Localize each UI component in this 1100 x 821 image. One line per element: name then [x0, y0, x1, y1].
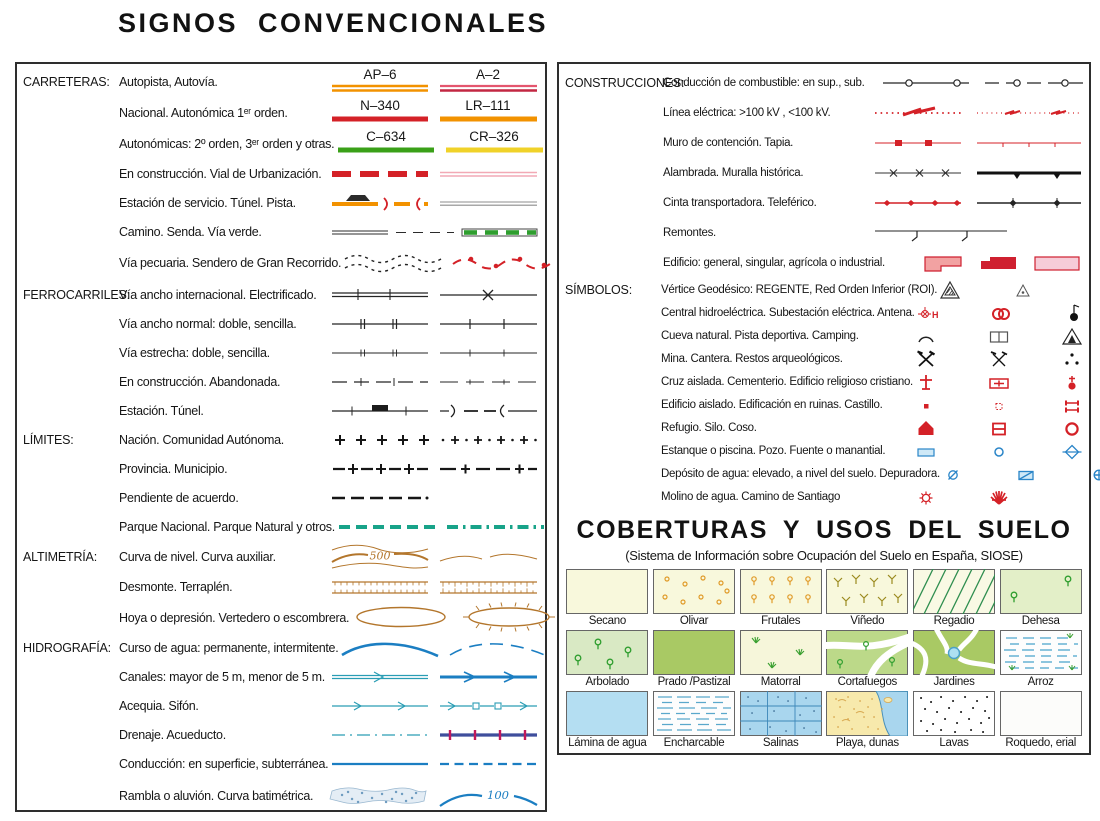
- landcover-cell: [565, 569, 650, 627]
- swatch-matorral: [740, 630, 822, 675]
- boundary-province-icon: [328, 454, 541, 483]
- swatch-arbolado: [566, 630, 648, 675]
- road-construction-icon: [328, 159, 541, 188]
- legend-row: [17, 778, 545, 814]
- legend-row: [559, 439, 1089, 462]
- row-description: Estación. Túnel.: [119, 403, 204, 418]
- conveyor-cablecar-icon: [857, 188, 1085, 218]
- row-description: Autonómicas: 2º orden, 3ᵉʳ orden y otras.: [119, 136, 335, 151]
- landcover-cell: [652, 691, 737, 749]
- cutting-embankment-icon: [328, 572, 541, 602]
- mill-santiago-symbols: [913, 486, 1085, 508]
- row-description: Drenaje. Acueducto.: [119, 727, 226, 742]
- ruins-icon: [988, 394, 1010, 416]
- drainage-aqueduct-symbol: [328, 720, 541, 749]
- legend-row: [17, 280, 545, 309]
- svg-text:100: 100: [487, 788, 509, 802]
- conveyor-cablecar-symbol: [857, 188, 1085, 218]
- row-description: Conducción de combustible: en sup., sub.: [663, 77, 865, 89]
- legend-row: [17, 66, 545, 97]
- legend-row: [17, 97, 545, 128]
- row-description: Cueva natural. Pista deportiva. Camping.: [661, 329, 859, 342]
- swatch-playa-dunas: [826, 691, 908, 736]
- svg-text:500: 500: [369, 549, 391, 563]
- legend-row: [559, 158, 1089, 188]
- section-label-limites: LÍMITES:: [23, 432, 74, 447]
- treatment-plant-icon: [1088, 463, 1100, 485]
- row-description: Acequia. Sifón.: [119, 698, 199, 713]
- legend-row: [17, 512, 545, 541]
- water-mill-icon: [915, 486, 937, 508]
- section-label-altimetria: ALTIMETRÍA:: [23, 549, 97, 564]
- row-description: Estanque o piscina. Pozo. Fuente o manantial.: [661, 444, 886, 457]
- cutting-embankment-symbol: [328, 572, 541, 602]
- irrigation-ditch-symbol: [328, 691, 541, 720]
- row-description: Nación. Comunidad Autónoma.: [119, 432, 284, 447]
- landcover-cell: [825, 691, 910, 749]
- swatch-prado: [653, 630, 735, 675]
- landcover-cell: [998, 630, 1083, 688]
- boundary-pending-symbol: [328, 483, 541, 512]
- row-description: Refugio. Silo. Coso.: [661, 421, 757, 434]
- rail-construction-abandoned-icon: [328, 367, 541, 396]
- svg-text:H: H: [931, 309, 939, 320]
- swatch-olivar: [653, 569, 735, 614]
- swatch-secano: [566, 569, 648, 614]
- livestock-trail-gr-symbol: [341, 246, 554, 280]
- pond-pool-icon: [915, 440, 937, 462]
- swatch-lavas: [913, 691, 995, 736]
- landcover-label: Secano: [588, 615, 626, 627]
- landcover-title: COBERTURAS Y USOS DEL SUELO: [576, 516, 1072, 544]
- legend-row: [559, 278, 1089, 301]
- landcover-cell: [912, 630, 997, 688]
- geodesic-roi-icon: [1012, 279, 1034, 301]
- wash-bathymetric-icon: [328, 778, 541, 814]
- rail-narrow-symbol: [328, 338, 541, 367]
- row-description: Desmonte. Terraplén.: [119, 580, 233, 594]
- religious-symbols: [913, 371, 1085, 393]
- row-description: Pendiente de acuerdo.: [119, 490, 239, 505]
- spring-icon: [1061, 440, 1083, 462]
- wash-bathymetric-symbol: [328, 778, 541, 814]
- livestock-trail-gr-icon: [341, 246, 554, 280]
- mine-icon: [915, 348, 937, 370]
- rail-normal-icon: [328, 309, 541, 338]
- landcover-label: Cortafuegos: [837, 676, 897, 688]
- legend-row: [17, 367, 545, 396]
- depression-dump-icon: [349, 602, 562, 633]
- pipeline-symbol: [328, 749, 541, 778]
- row-description: Depósito de agua: elevado, a nivel del suelo. Depuradora.: [661, 467, 940, 480]
- legend-row: [17, 217, 545, 246]
- road-construction-symbol: [328, 159, 541, 188]
- legend-row: [559, 347, 1089, 370]
- christian-building-icon: [1061, 371, 1083, 393]
- pipeline-icon: [328, 749, 541, 778]
- row-description: Curva de nivel. Curva auxiliar.: [119, 549, 276, 564]
- water-tank-symbols: [940, 463, 1100, 485]
- landcover-cell: [738, 630, 823, 688]
- legend-row: [17, 454, 545, 483]
- legend-row: [17, 720, 545, 749]
- row-description: Alambrada. Muralla histórica.: [663, 167, 804, 179]
- row-description: Rambla o aluvión. Curva batimétrica.: [119, 789, 314, 803]
- svg-text:LR–111: LR–111: [465, 98, 511, 113]
- page-title: SIGNOS CONVENCIONALES: [118, 8, 549, 38]
- building-types-symbol: [885, 248, 1100, 278]
- row-description: Línea eléctrica: >100 kV , <100 kV.: [663, 107, 831, 119]
- fuel-pipeline-symbol: [865, 68, 1093, 98]
- swatch-regadio: [913, 569, 995, 614]
- geodesic-regente-icon: [939, 279, 961, 301]
- regional-road-icon: [334, 128, 547, 159]
- rail-narrow-icon: [328, 338, 541, 367]
- row-description: Parque Nacional. Parque Natural y otros.: [119, 519, 335, 534]
- landcover-cell: [738, 569, 823, 627]
- legend-row: [559, 188, 1089, 218]
- svg-text:C–634: C–634: [366, 129, 407, 144]
- drainage-aqueduct-icon: [328, 720, 541, 749]
- landcover-label: Jardines: [933, 676, 975, 688]
- right-legend-panel: [557, 62, 1091, 755]
- row-description: Cruz aislada. Cementerio. Edificio religioso cristiano.: [661, 375, 913, 388]
- legend-row: [17, 159, 545, 188]
- rail-international-symbol: [328, 280, 541, 309]
- row-description: Cinta transportadora. Teleférico.: [663, 197, 817, 209]
- electric-symbols: [915, 302, 1087, 324]
- row-description: Canales: mayor de 5 m, menor de 5 m.: [119, 669, 325, 684]
- row-description: En construcción. Vial de Urbanización.: [119, 166, 322, 181]
- svg-text:A–2: A–2: [475, 67, 501, 82]
- landcover-cell: [912, 691, 997, 749]
- legend-row: [17, 483, 545, 512]
- legend-row: [17, 572, 545, 602]
- svg-text:CR–326: CR–326: [469, 129, 520, 144]
- castle-icon: [1061, 394, 1083, 416]
- track-path-greenway-icon: [328, 217, 541, 246]
- row-description: Edificio: general, singular, agrícola o industrial.: [663, 257, 885, 269]
- landcover-grid: [559, 563, 1089, 749]
- swatch-dehesa: [1000, 569, 1082, 614]
- motorway-symbol: [328, 66, 541, 97]
- landcover-label: Olivar: [679, 615, 709, 627]
- legend-row: [559, 324, 1089, 347]
- landcover-cell: [998, 691, 1083, 749]
- watercourse-icon: [338, 633, 551, 662]
- landcover-cell: [738, 691, 823, 749]
- refuge-silo-symbols: [913, 417, 1085, 439]
- rail-station-tunnel-icon: [328, 396, 541, 425]
- santiago-shell-icon: [988, 486, 1010, 508]
- retaining-wall-symbol: [857, 128, 1085, 158]
- isolated-cross-icon: [915, 371, 937, 393]
- mining-symbols: [913, 348, 1085, 370]
- swatch-jardines: [913, 630, 995, 675]
- rail-station-tunnel-symbol: [328, 396, 541, 425]
- landcover-label: Prado /Pastizal: [657, 676, 731, 688]
- contour-symbol: [328, 541, 541, 572]
- svg-text:N–340: N–340: [360, 98, 400, 113]
- empty-slot: [1085, 279, 1100, 301]
- swatch-arroz: [1000, 630, 1082, 675]
- swatch-encharcable: [653, 691, 735, 736]
- geodesic-symbols: [937, 279, 1100, 301]
- legend-row: [559, 393, 1089, 416]
- legend-row: [17, 749, 545, 778]
- canal-icon: [328, 662, 541, 691]
- hydro-plant-icon: [917, 302, 939, 324]
- row-description: Central hidroeléctrica. Subestación eléctrica. Antena.: [661, 306, 915, 319]
- swatch-lamina-agua: [566, 691, 648, 736]
- park-boundary-symbol: [335, 512, 548, 541]
- legend-row: [17, 188, 545, 217]
- landcover-label: Matorral: [760, 676, 801, 688]
- power-line-icon: [857, 98, 1085, 128]
- elevated-tank-icon: [942, 463, 964, 485]
- row-description: Estación de servicio. Túnel. Pista.: [119, 195, 296, 210]
- canal-symbol: [328, 662, 541, 691]
- swatch-frutales: [740, 569, 822, 614]
- landcover-label: Lavas: [939, 737, 969, 749]
- landcover-label: Lámina de agua: [568, 737, 647, 749]
- landcover-cell: [825, 630, 910, 688]
- legend-row: [559, 248, 1089, 278]
- cemetery-icon: [988, 371, 1010, 393]
- refuge-icon: [915, 417, 937, 439]
- row-description: En construcción. Abandonada.: [119, 374, 281, 389]
- motorway-icon: [328, 66, 541, 97]
- park-boundary-icon: [335, 512, 548, 541]
- row-description: Camino. Senda. Vía verde.: [119, 224, 262, 239]
- section-label-construcciones: CONSTRUCCIONES:: [565, 76, 685, 90]
- water-point-symbols: [913, 440, 1085, 462]
- depression-dump-symbol: [349, 602, 562, 633]
- contour-icon: [328, 541, 541, 572]
- quarry-icon: [988, 348, 1010, 370]
- legend-row: [17, 691, 545, 720]
- national-road-symbol: [328, 97, 541, 128]
- silo-icon: [988, 417, 1010, 439]
- fuel-pipeline-icon: [865, 68, 1093, 98]
- legend-row: [17, 602, 545, 633]
- landcover-label: Playa, dunas: [835, 737, 899, 749]
- row-description: Vía ancho normal: doble, sencilla.: [119, 316, 297, 331]
- boundary-nation-icon: [328, 425, 541, 454]
- fence-wall-icon: [857, 158, 1085, 188]
- landcover-cell: [565, 691, 650, 749]
- swatch-cortafuegos: [826, 630, 908, 675]
- legend-row: [17, 633, 545, 662]
- service-station-tunnel-icon: [328, 188, 541, 217]
- legend-row: [559, 301, 1089, 324]
- section-label-ferrocarriles: FERROCARRILES:: [23, 287, 130, 302]
- legend-row: [559, 416, 1089, 439]
- building-types-icon: [885, 248, 1100, 278]
- landcover-cell: [912, 569, 997, 627]
- row-description: Remontes.: [663, 227, 716, 239]
- row-description: Vía ancho internacional. Electrificado.: [119, 287, 317, 302]
- row-description: Muro de contención. Tapia.: [663, 137, 794, 149]
- row-description: Autopista, Autovía.: [119, 74, 218, 89]
- regional-road-symbol: [334, 128, 547, 159]
- swatch-roquedo: [1000, 691, 1082, 736]
- landcover-label: Dehesa: [1021, 615, 1060, 627]
- legend-row: [17, 425, 545, 454]
- legend-row: [559, 68, 1089, 98]
- fence-wall-symbol: [857, 158, 1085, 188]
- landcover-label: Roquedo, erial: [1005, 737, 1076, 749]
- boundary-province-symbol: [328, 454, 541, 483]
- section-label-carreteras: CARRETERAS:: [23, 74, 110, 89]
- row-description: Molino de agua. Camino de Santiago: [661, 490, 841, 503]
- row-description: Vía estrecha: doble, sencilla.: [119, 345, 270, 360]
- isolated-building-icon: [915, 394, 937, 416]
- row-description: Nacional. Autonómica 1ᵉʳ orden.: [119, 105, 288, 120]
- landcover-label: Arbolado: [585, 676, 630, 688]
- track-path-greenway-symbol: [328, 217, 541, 246]
- row-description: Hoya o depresión. Vertedero o escombrera.: [119, 610, 350, 625]
- camping-icon: [1061, 325, 1083, 347]
- landcover-cell: [652, 630, 737, 688]
- row-description: Provincia. Municipio.: [119, 461, 228, 476]
- legend-row: [17, 309, 545, 338]
- cave-icon: [915, 325, 937, 347]
- legend-row: [559, 370, 1089, 393]
- landcover-label: Frutales: [761, 615, 801, 627]
- landcover-cell: [652, 569, 737, 627]
- landcover-cell: [998, 569, 1083, 627]
- archaeological-icon: [1061, 348, 1083, 370]
- bullring-icon: [1061, 417, 1083, 439]
- national-road-icon: [328, 97, 541, 128]
- swatch-salinas: [740, 691, 822, 736]
- sports-court-icon: [988, 325, 1010, 347]
- well-icon: [988, 440, 1010, 462]
- rail-international-icon: [328, 280, 541, 309]
- legend-row: [17, 541, 545, 572]
- substation-icon: [990, 302, 1012, 324]
- ski-lift-symbol: [857, 218, 1085, 248]
- section-label-simbolos: SÍMBOLOS:: [565, 282, 632, 297]
- svg-text:AP–6: AP–6: [363, 67, 397, 82]
- row-description: Conducción: en superficie, subterránea.: [119, 756, 329, 771]
- row-description: Mina. Cantera. Restos arqueológicos.: [661, 352, 843, 365]
- legend-row: [559, 98, 1089, 128]
- legend-row: [17, 396, 545, 425]
- ski-lift-icon: [857, 218, 1085, 248]
- building-symbols: [913, 394, 1085, 416]
- power-line-symbol: [857, 98, 1085, 128]
- legend-row: [17, 246, 545, 280]
- row-description: Curso de agua: permanente, intermitente.: [119, 640, 339, 655]
- landcover-label: Viñedo: [850, 615, 885, 627]
- ground-tank-icon: [1015, 463, 1037, 485]
- legend-row: [17, 662, 545, 691]
- row-description: Edificio aislado. Edificación en ruinas. Castillo.: [661, 398, 883, 411]
- service-station-tunnel-symbol: [328, 188, 541, 217]
- rail-construction-abandoned-symbol: [328, 367, 541, 396]
- landcover-label: Salinas: [762, 737, 799, 749]
- row-description: Vértice Geodésico: REGENTE, Red Orden Inferior (ROI).: [661, 283, 938, 296]
- landcover-cell: [825, 569, 910, 627]
- landcover-subtitle: (Sistema de Información sobre Ocupación del Suelo en España, SIOSE): [625, 548, 1023, 563]
- row-description: Vía pecuaria. Sendero de Gran Recorrido.: [119, 256, 342, 270]
- boundary-nation-symbol: [328, 425, 541, 454]
- legend-row: [17, 338, 545, 367]
- landcover-label: Arroz: [1027, 676, 1054, 688]
- empty-slot: [1061, 486, 1083, 508]
- boundary-pending-icon: [328, 483, 541, 512]
- left-legend-panel: [15, 62, 547, 812]
- legend-row: [559, 128, 1089, 158]
- landcover-cell: [565, 630, 650, 688]
- legend-row: [17, 128, 545, 159]
- section-label-hidrografia: HIDROGRAFÍA:: [23, 640, 111, 655]
- legend-row: [559, 218, 1089, 248]
- legend-row: [559, 485, 1089, 508]
- legend-row: [559, 462, 1089, 485]
- watercourse-symbol: [338, 633, 551, 662]
- landcover-label: Regadio: [933, 615, 975, 627]
- retaining-wall-icon: [857, 128, 1085, 158]
- swatch-vinedo: [826, 569, 908, 614]
- landcover-label: Encharcable: [663, 737, 725, 749]
- rail-normal-symbol: [328, 309, 541, 338]
- leisure-symbols: [913, 325, 1085, 347]
- antenna-icon: [1063, 302, 1085, 324]
- irrigation-ditch-icon: [328, 691, 541, 720]
